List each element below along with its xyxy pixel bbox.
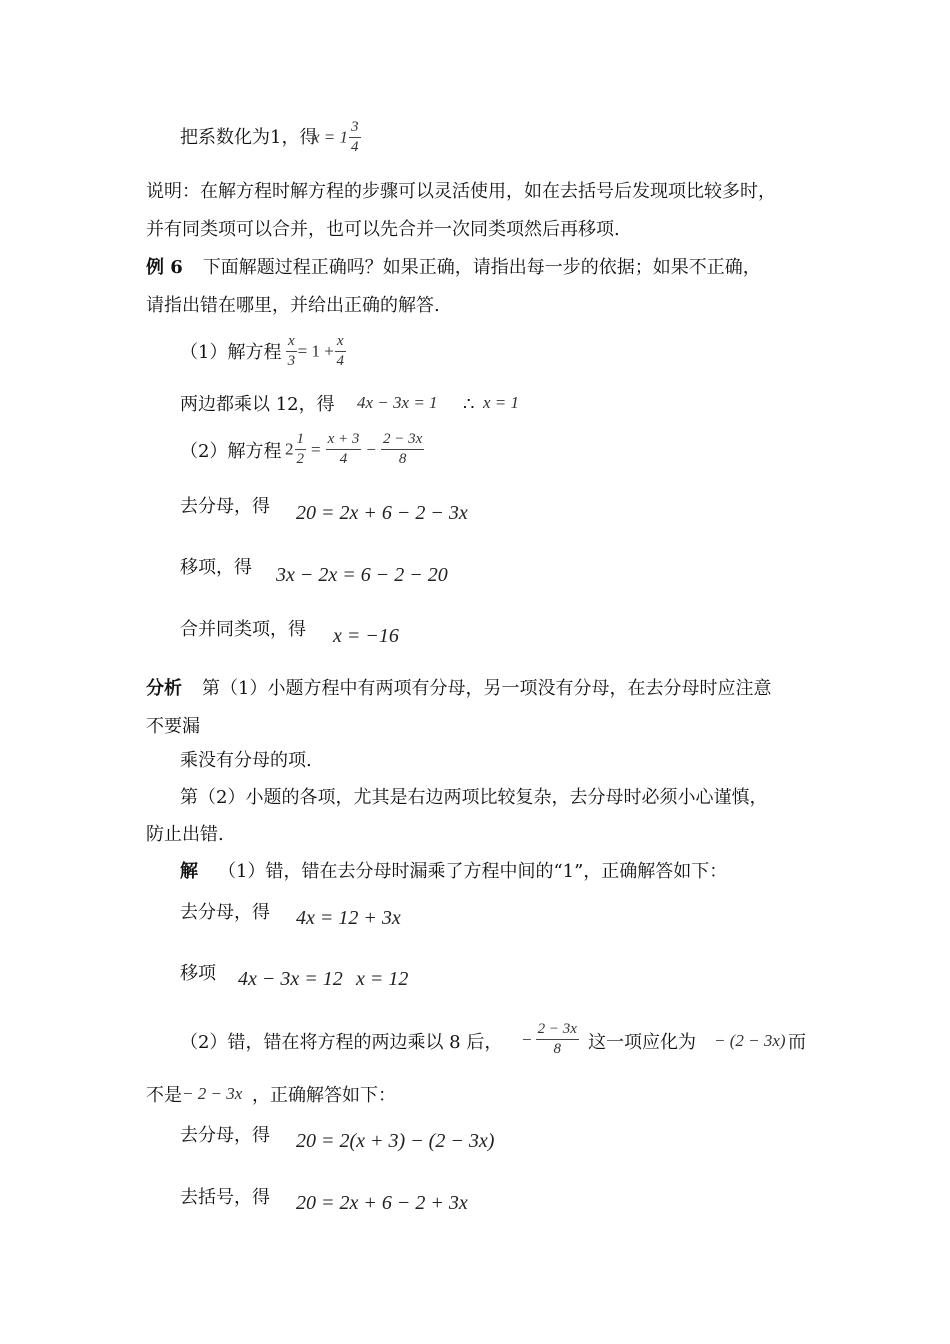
problem-2-label: （2）解方程: [180, 441, 282, 462]
sol1-step2-text: 移项: [180, 963, 216, 984]
p2-step2-math: 3x − 2x = 6 − 2 − 20: [276, 564, 448, 586]
problem-1-step-text: 两边都乘以 12，得: [180, 394, 335, 415]
example-label: 例 6: [146, 257, 183, 278]
problem-1-step-math: 4x − 3x = 1: [357, 393, 438, 412]
problem-1-label: （1）解方程: [180, 342, 282, 363]
sol2-text-d: 不是: [146, 1085, 182, 1106]
analysis-line-3b: 防止出错.: [146, 824, 224, 845]
problem-2-equation: 2 $\frac{1}{2}$ = $\frac{x + 3}{4}$ − $\frac{2 - 3x}{8}$: [285, 431, 423, 467]
p2-step3-math: x = −16: [333, 625, 399, 647]
sol2-step2-math: 20 = 2x + 6 − 2 + 3x: [296, 1192, 468, 1214]
sol2-fraction: − $\frac{2 - 3x}{8}$: [522, 1021, 577, 1057]
analysis-line-3: 第（2）小题的各项，尤其是右边两项比较复杂，去分母时必须小心谨慎，: [180, 787, 768, 808]
sol1-step1-math: 4x = 12 + 3x: [296, 907, 401, 929]
analysis-line-1: 分析 第（1）小题方程中有两项有分母，另一项没有分母，在去分母时应注意: [146, 678, 772, 699]
sol1-step2-result: x = 12: [356, 968, 409, 990]
analysis-line-1b: 不要漏: [146, 716, 200, 737]
example-line-2: 请指出错在哪里，并给出正确的解答.: [146, 295, 440, 316]
note-line-2: 并有同类项可以合并，也可以先合并一次同类项然后再移项.: [146, 219, 620, 240]
sol2-text-a: （2）错，错在将方程的两边乘以 8 后，: [180, 1032, 503, 1053]
p2-step1-text: 去分母，得: [180, 496, 270, 517]
sol2-paren: − (2 − 3x): [714, 1031, 786, 1050]
p2-step1-math: 20 = 2x + 6 − 2 − 3x: [296, 502, 468, 524]
solution-line-1: 解 （1）错，错在去分母时漏乘了方程中间的“1”，正确解答如下：: [180, 861, 728, 882]
problem-1-equation: $\frac{x}{3}$ = 1 + $\frac{x}{4}$: [287, 333, 344, 369]
solution-label: 解: [180, 861, 198, 882]
therefore-symbol: ∴: [463, 394, 475, 415]
fraction: $\frac{3}{4}$: [351, 119, 359, 155]
p2-step3-text: 合并同类项，得: [180, 619, 306, 640]
analysis-label: 分析: [146, 678, 182, 699]
sol2-text-e: ，正确解答如下：: [252, 1085, 396, 1106]
note-line-1: 说明：在解方程时解方程的步骤可以灵活使用，如在去括号后发现项比较多时，: [146, 181, 776, 202]
sol2-not-math: − 2 − 3x: [182, 1084, 243, 1103]
sol2-step1-math: 20 = 2(x + 3) − (2 − 3x): [296, 1130, 495, 1152]
example-line-1: 例 6 下面解题过程正确吗？如果正确，请指出每一步的依据；如果不正确，: [146, 257, 761, 278]
problem-1-result: x = 1: [483, 393, 520, 412]
coefficient-line: [180, 125, 317, 151]
p2-step2-text: 移项，得: [180, 557, 252, 578]
sol1-step1-text: 去分母，得: [180, 902, 270, 923]
coefficient-math: x = 1 $\frac{3}{4}$: [312, 119, 359, 155]
coefficient-text: 把系数化为1，得: [180, 127, 318, 148]
sol1-step2-math: 4x − 3x = 12: [238, 968, 343, 990]
sol2-step1-text: 去分母，得: [180, 1125, 270, 1146]
sol2-text-c: 而: [788, 1032, 806, 1053]
sol2-step2-text: 去括号，得: [180, 1187, 270, 1208]
sol2-text-b: 这一项应化为: [588, 1032, 696, 1053]
analysis-line-2: 乘没有分母的项.: [180, 750, 312, 771]
